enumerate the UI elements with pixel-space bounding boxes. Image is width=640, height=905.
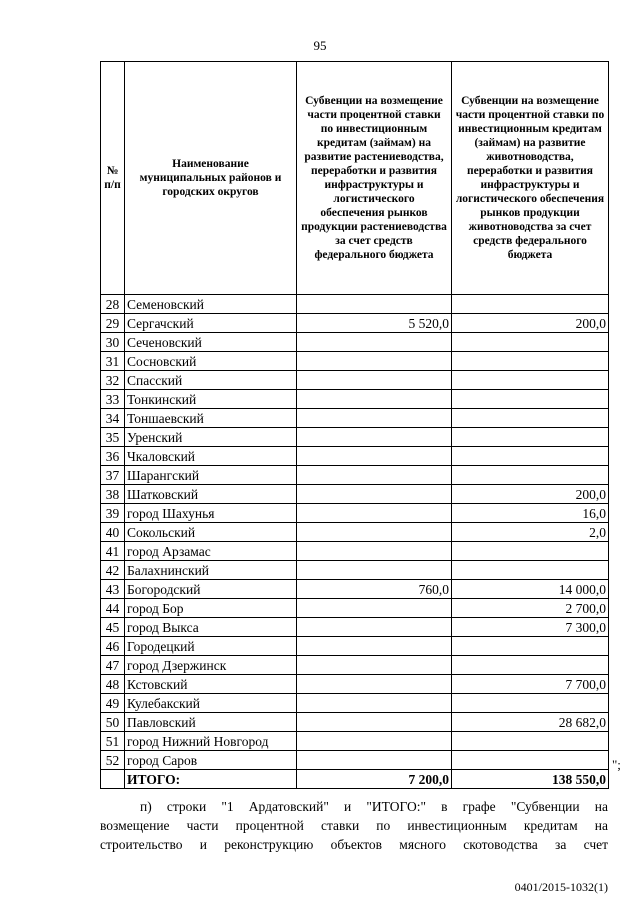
table-row <box>101 751 609 770</box>
livestock-subsidy-value: 7 300,0 <box>452 618 609 637</box>
crop-subsidy-value <box>297 428 452 447</box>
header-number: № п/п <box>101 62 125 295</box>
table-row <box>101 333 609 352</box>
livestock-subsidy-value <box>452 694 609 713</box>
crop-subsidy-value <box>297 751 452 770</box>
row-number: 45 <box>101 618 125 637</box>
livestock-subsidy-value: 16,0 <box>452 504 609 523</box>
crop-subsidy-value <box>297 485 452 504</box>
crop-subsidy-value <box>297 561 452 580</box>
crop-subsidy-value <box>297 523 452 542</box>
table-row <box>101 618 609 637</box>
total-crop-value: 7 200,0 <box>297 770 452 789</box>
header-crop-subsidy: Субвенции на возмещение части процентной ставки по инвестиционным кредитам (займам) на развитие растениеводства, переработки и развития инфраструктуры и логистического обеспечения рынков продукции растениеводства за счет средств федерального бюджета <box>297 62 452 295</box>
amendment-paragraph <box>100 797 608 854</box>
table-row <box>101 637 609 656</box>
row-number: 50 <box>101 713 125 732</box>
row-number: 42 <box>101 561 125 580</box>
crop-subsidy-value <box>297 599 452 618</box>
livestock-subsidy-value <box>452 751 609 770</box>
table-row <box>101 466 609 485</box>
district-name: город Нижний Новгород <box>125 732 297 751</box>
district-name: Шатковский <box>125 485 297 504</box>
document-code: 0401/2015-1032(1) <box>514 880 608 894</box>
header-livestock-subsidy: Субвенции на возмещение части процентной ставки по инвестиционным кредитам (займам) на развитие животноводства, переработки и развития инфраструктуры и логистического обеспечения рынков продукции животноводства за счет средств федерального бюджета <box>452 62 609 295</box>
row-number: 47 <box>101 656 125 675</box>
district-name: Богородский <box>125 580 297 599</box>
page-number: 95 <box>313 38 327 53</box>
table-row <box>101 295 609 314</box>
district-name: Уренский <box>125 428 297 447</box>
table-row <box>101 314 609 333</box>
row-number: 36 <box>101 447 125 466</box>
row-number: 39 <box>101 504 125 523</box>
crop-subsidy-value <box>297 390 452 409</box>
district-name: город Бор <box>125 599 297 618</box>
livestock-subsidy-value <box>452 447 609 466</box>
row-number: 32 <box>101 371 125 390</box>
livestock-subsidy-value: 2 700,0 <box>452 599 609 618</box>
table-row <box>101 523 609 542</box>
crop-subsidy-value: 5 520,0 <box>297 314 452 333</box>
livestock-subsidy-value: 200,0 <box>452 314 609 333</box>
table-row <box>101 694 609 713</box>
crop-subsidy-value <box>297 295 452 314</box>
crop-subsidy-value <box>297 466 452 485</box>
total-row <box>101 770 609 789</box>
district-name: Тонкинский <box>125 390 297 409</box>
row-number: 37 <box>101 466 125 485</box>
total-label: ИТОГО: <box>125 770 297 789</box>
table-row <box>101 542 609 561</box>
livestock-subsidy-value <box>452 352 609 371</box>
crop-subsidy-value <box>297 732 452 751</box>
table-row <box>101 428 609 447</box>
district-name: Сосновский <box>125 352 297 371</box>
crop-subsidy-value <box>297 713 452 732</box>
livestock-subsidy-value <box>452 409 609 428</box>
table-row <box>101 409 609 428</box>
row-number: 33 <box>101 390 125 409</box>
row-number: 35 <box>101 428 125 447</box>
crop-subsidy-value <box>297 333 452 352</box>
livestock-subsidy-value <box>452 732 609 751</box>
livestock-subsidy-value <box>452 428 609 447</box>
district-name: Чкаловский <box>125 447 297 466</box>
table-row <box>101 675 609 694</box>
table-row <box>101 561 609 580</box>
table-row <box>101 352 609 371</box>
livestock-subsidy-value <box>452 295 609 314</box>
livestock-subsidy-value <box>452 390 609 409</box>
livestock-subsidy-value <box>452 371 609 390</box>
crop-subsidy-value <box>297 447 452 466</box>
table-row <box>101 656 609 675</box>
table-row <box>101 599 609 618</box>
paragraph-line: п) строки "1 Ардатовский" и "ИТОГО:" в графе "Субвенции на <box>140 799 608 814</box>
table-row <box>101 390 609 409</box>
row-number: 31 <box>101 352 125 371</box>
row-number: 30 <box>101 333 125 352</box>
district-name: Городецкий <box>125 637 297 656</box>
paragraph-line: возмещение части процентной ставки по инвестиционным кредитам на <box>100 818 608 833</box>
table-row <box>101 580 609 599</box>
district-name: Кулебакский <box>125 694 297 713</box>
district-name: Сергачский <box>125 314 297 333</box>
district-name: Балахнинский <box>125 561 297 580</box>
livestock-subsidy-value: 28 682,0 <box>452 713 609 732</box>
crop-subsidy-value <box>297 656 452 675</box>
livestock-subsidy-value <box>452 542 609 561</box>
table-row <box>101 713 609 732</box>
row-number: 51 <box>101 732 125 751</box>
district-name: город Шахунья <box>125 504 297 523</box>
crop-subsidy-value <box>297 409 452 428</box>
table-row <box>101 732 609 751</box>
row-number: 34 <box>101 409 125 428</box>
livestock-subsidy-value: 7 700,0 <box>452 675 609 694</box>
district-name: город Арзамас <box>125 542 297 561</box>
row-number: 41 <box>101 542 125 561</box>
closing-quote-mark: "; <box>612 757 621 772</box>
row-number: 52 <box>101 751 125 770</box>
district-name: город Выкса <box>125 618 297 637</box>
crop-subsidy-value: 760,0 <box>297 580 452 599</box>
crop-subsidy-value <box>297 694 452 713</box>
livestock-subsidy-value <box>452 637 609 656</box>
crop-subsidy-value <box>297 352 452 371</box>
livestock-subsidy-value: 200,0 <box>452 485 609 504</box>
paragraph-line: строительство и реконструкцию объектов мясного скотоводства за счет <box>100 837 608 852</box>
header-name: Наименование муниципальных районов и городских округов <box>125 62 297 295</box>
table-body <box>101 295 609 789</box>
livestock-subsidy-value <box>452 466 609 485</box>
livestock-subsidy-value <box>452 333 609 352</box>
row-number: 49 <box>101 694 125 713</box>
row-number: 29 <box>101 314 125 333</box>
total-number-cell <box>101 770 125 789</box>
table-row <box>101 504 609 523</box>
district-name: Спасский <box>125 371 297 390</box>
row-number: 28 <box>101 295 125 314</box>
row-number: 43 <box>101 580 125 599</box>
table-header-row <box>101 62 609 295</box>
crop-subsidy-value <box>297 542 452 561</box>
row-number: 44 <box>101 599 125 618</box>
crop-subsidy-value <box>297 675 452 694</box>
table-row <box>101 485 609 504</box>
livestock-subsidy-value: 2,0 <box>452 523 609 542</box>
total-livestock-value: 138 550,0 <box>452 770 609 789</box>
district-name: Тоншаевский <box>125 409 297 428</box>
livestock-subsidy-value: 14 000,0 <box>452 580 609 599</box>
crop-subsidy-value <box>297 371 452 390</box>
row-number: 40 <box>101 523 125 542</box>
district-name: Павловский <box>125 713 297 732</box>
crop-subsidy-value <box>297 637 452 656</box>
table-row <box>101 371 609 390</box>
district-name: город Саров <box>125 751 297 770</box>
district-name: Кстовский <box>125 675 297 694</box>
district-name: Сокольский <box>125 523 297 542</box>
district-name: Сеченовский <box>125 333 297 352</box>
district-name: город Дзержинск <box>125 656 297 675</box>
crop-subsidy-value <box>297 618 452 637</box>
district-name: Шарангский <box>125 466 297 485</box>
district-name: Семеновский <box>125 295 297 314</box>
subsidy-table <box>100 61 609 789</box>
table-row <box>101 447 609 466</box>
livestock-subsidy-value <box>452 561 609 580</box>
row-number: 46 <box>101 637 125 656</box>
row-number: 38 <box>101 485 125 504</box>
crop-subsidy-value <box>297 504 452 523</box>
row-number: 48 <box>101 675 125 694</box>
livestock-subsidy-value <box>452 656 609 675</box>
